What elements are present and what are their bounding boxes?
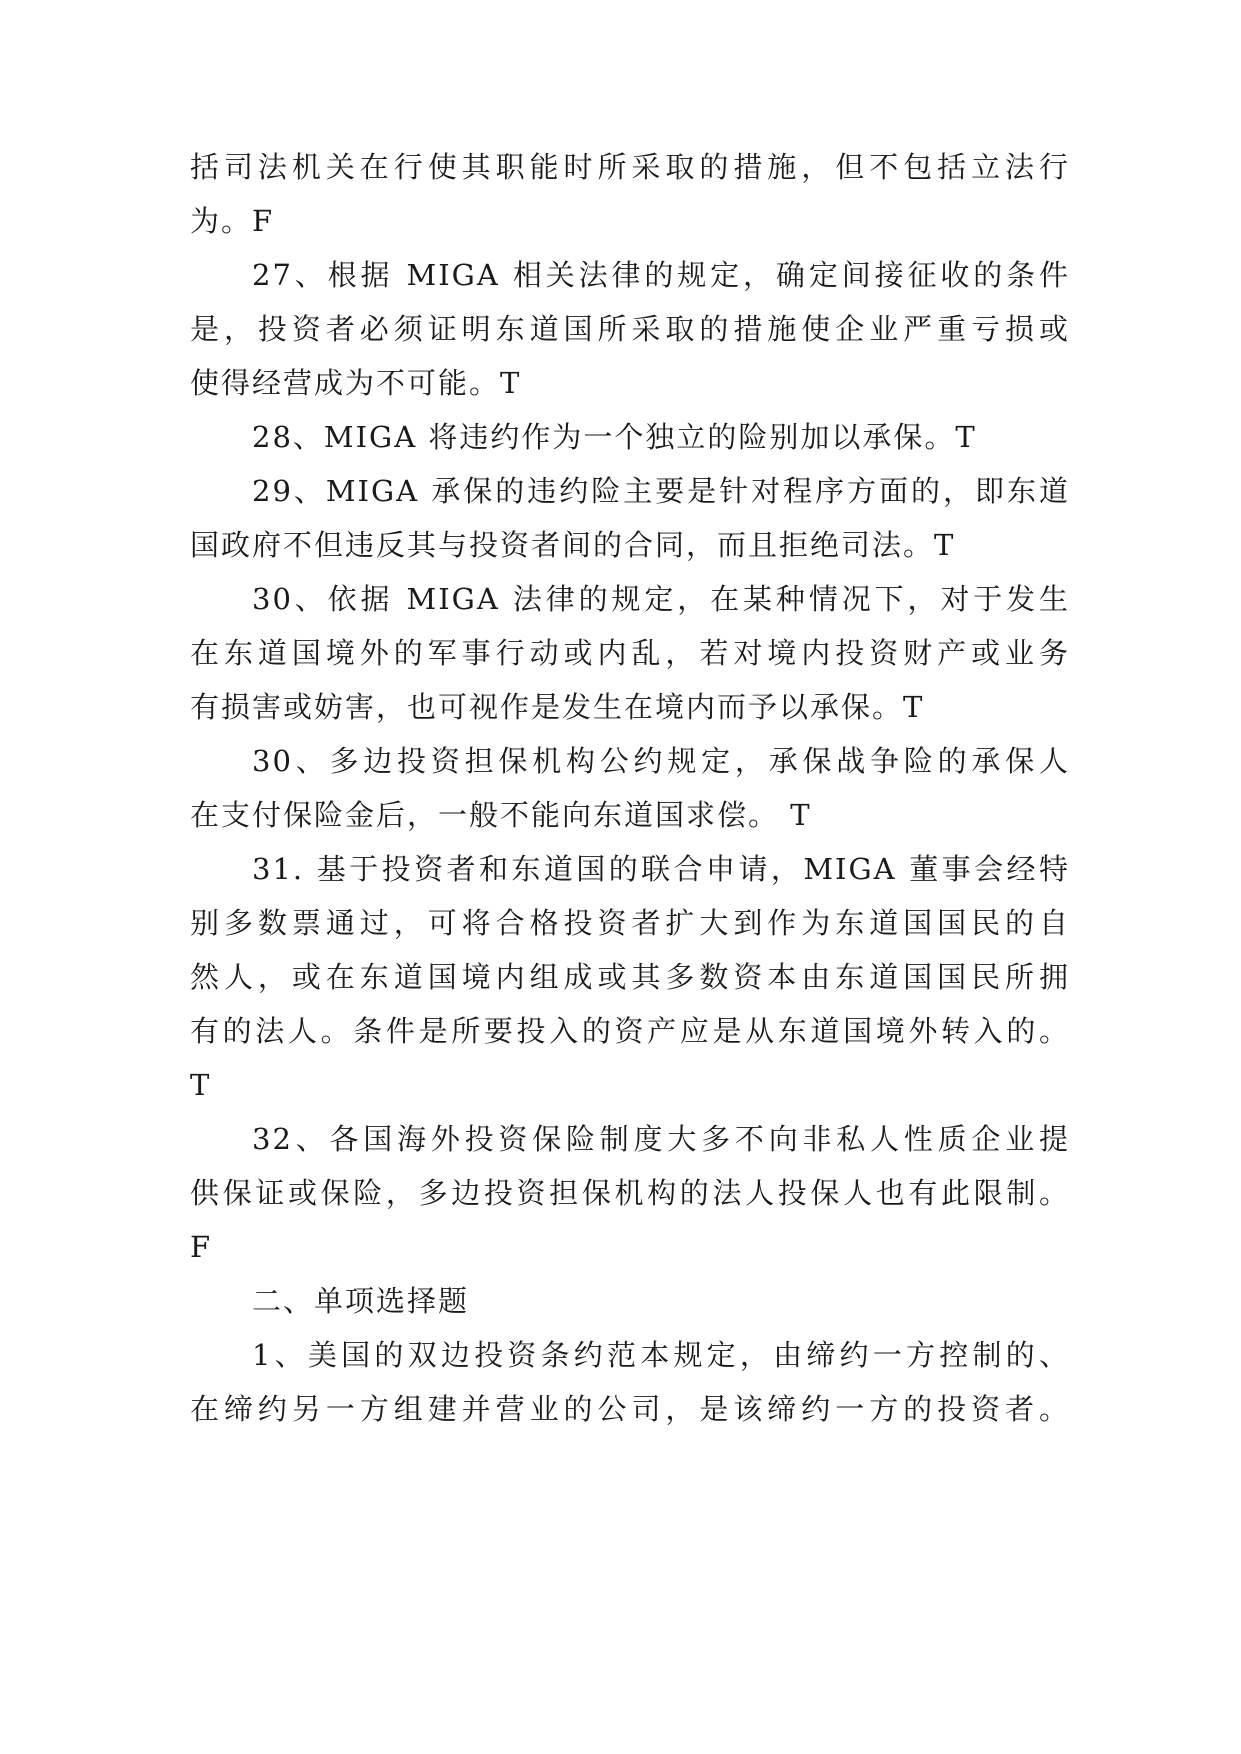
text-line: 是，投资者必须证明东道国所采取的措施使企业严重亏损或: [190, 312, 1070, 346]
text-line: 在支付保险金后，一般不能向东道国求偿。 T: [190, 798, 812, 832]
text-line: 1、美国的双边投资条约范本规定，由缔约一方控制的、: [252, 1338, 1070, 1372]
text-line: 国政府不但违反其与投资者间的合同，而且拒绝司法。T: [190, 528, 956, 562]
text-line: 30、多边投资担保机构公约规定，承保战争险的承保人: [252, 744, 1070, 778]
text-line: 28、MIGA 将违约作为一个独立的险别加以承保。T: [252, 420, 977, 454]
text-line: F: [190, 1230, 213, 1264]
text-line: 29、MIGA 承保的违约险主要是针对程序方面的，即东道: [252, 474, 1070, 508]
text-line: 32、各国海外投资保险制度大多不向非私人性质企业提: [252, 1122, 1070, 1156]
section-heading: 二、单项选择题: [252, 1284, 470, 1318]
text-line: 然人，或在东道国境内组成或其多数资本由东道国国民所拥: [190, 960, 1070, 994]
text-line: 使得经营成为不可能。T: [190, 366, 522, 400]
text-line: 在缔约另一方组建并营业的公司，是该缔约一方的投资者。: [190, 1392, 1070, 1426]
text-line: 27、根据 MIGA 相关法律的规定，确定间接征收的条件: [252, 258, 1070, 292]
text-line: 别多数票通过，可将合格投资者扩大到作为东道国国民的自: [190, 906, 1070, 940]
text-line: 有损害或妨害，也可视作是发生在境内而予以承保。T: [190, 690, 925, 724]
text-line: T: [190, 1068, 212, 1102]
text-line: 为。F: [190, 204, 275, 238]
text-line: 31. 基于投资者和东道国的联合申请，MIGA 董事会经特: [252, 852, 1070, 886]
text-line: 在东道国境外的军事行动或内乱，若对境内投资财产或业务: [190, 636, 1070, 670]
text-line: 括司法机关在行使其职能时所采取的措施，但不包括立法行: [190, 150, 1070, 184]
text-line: 30、依据 MIGA 法律的规定，在某种情况下，对于发生: [252, 582, 1070, 616]
text-line: 有的法人。条件是所要投入的资产应是从东道国境外转入的。: [190, 1014, 1070, 1048]
text-line: 供保证或保险，多边投资担保机构的法人投保人也有此限制。: [190, 1176, 1070, 1210]
